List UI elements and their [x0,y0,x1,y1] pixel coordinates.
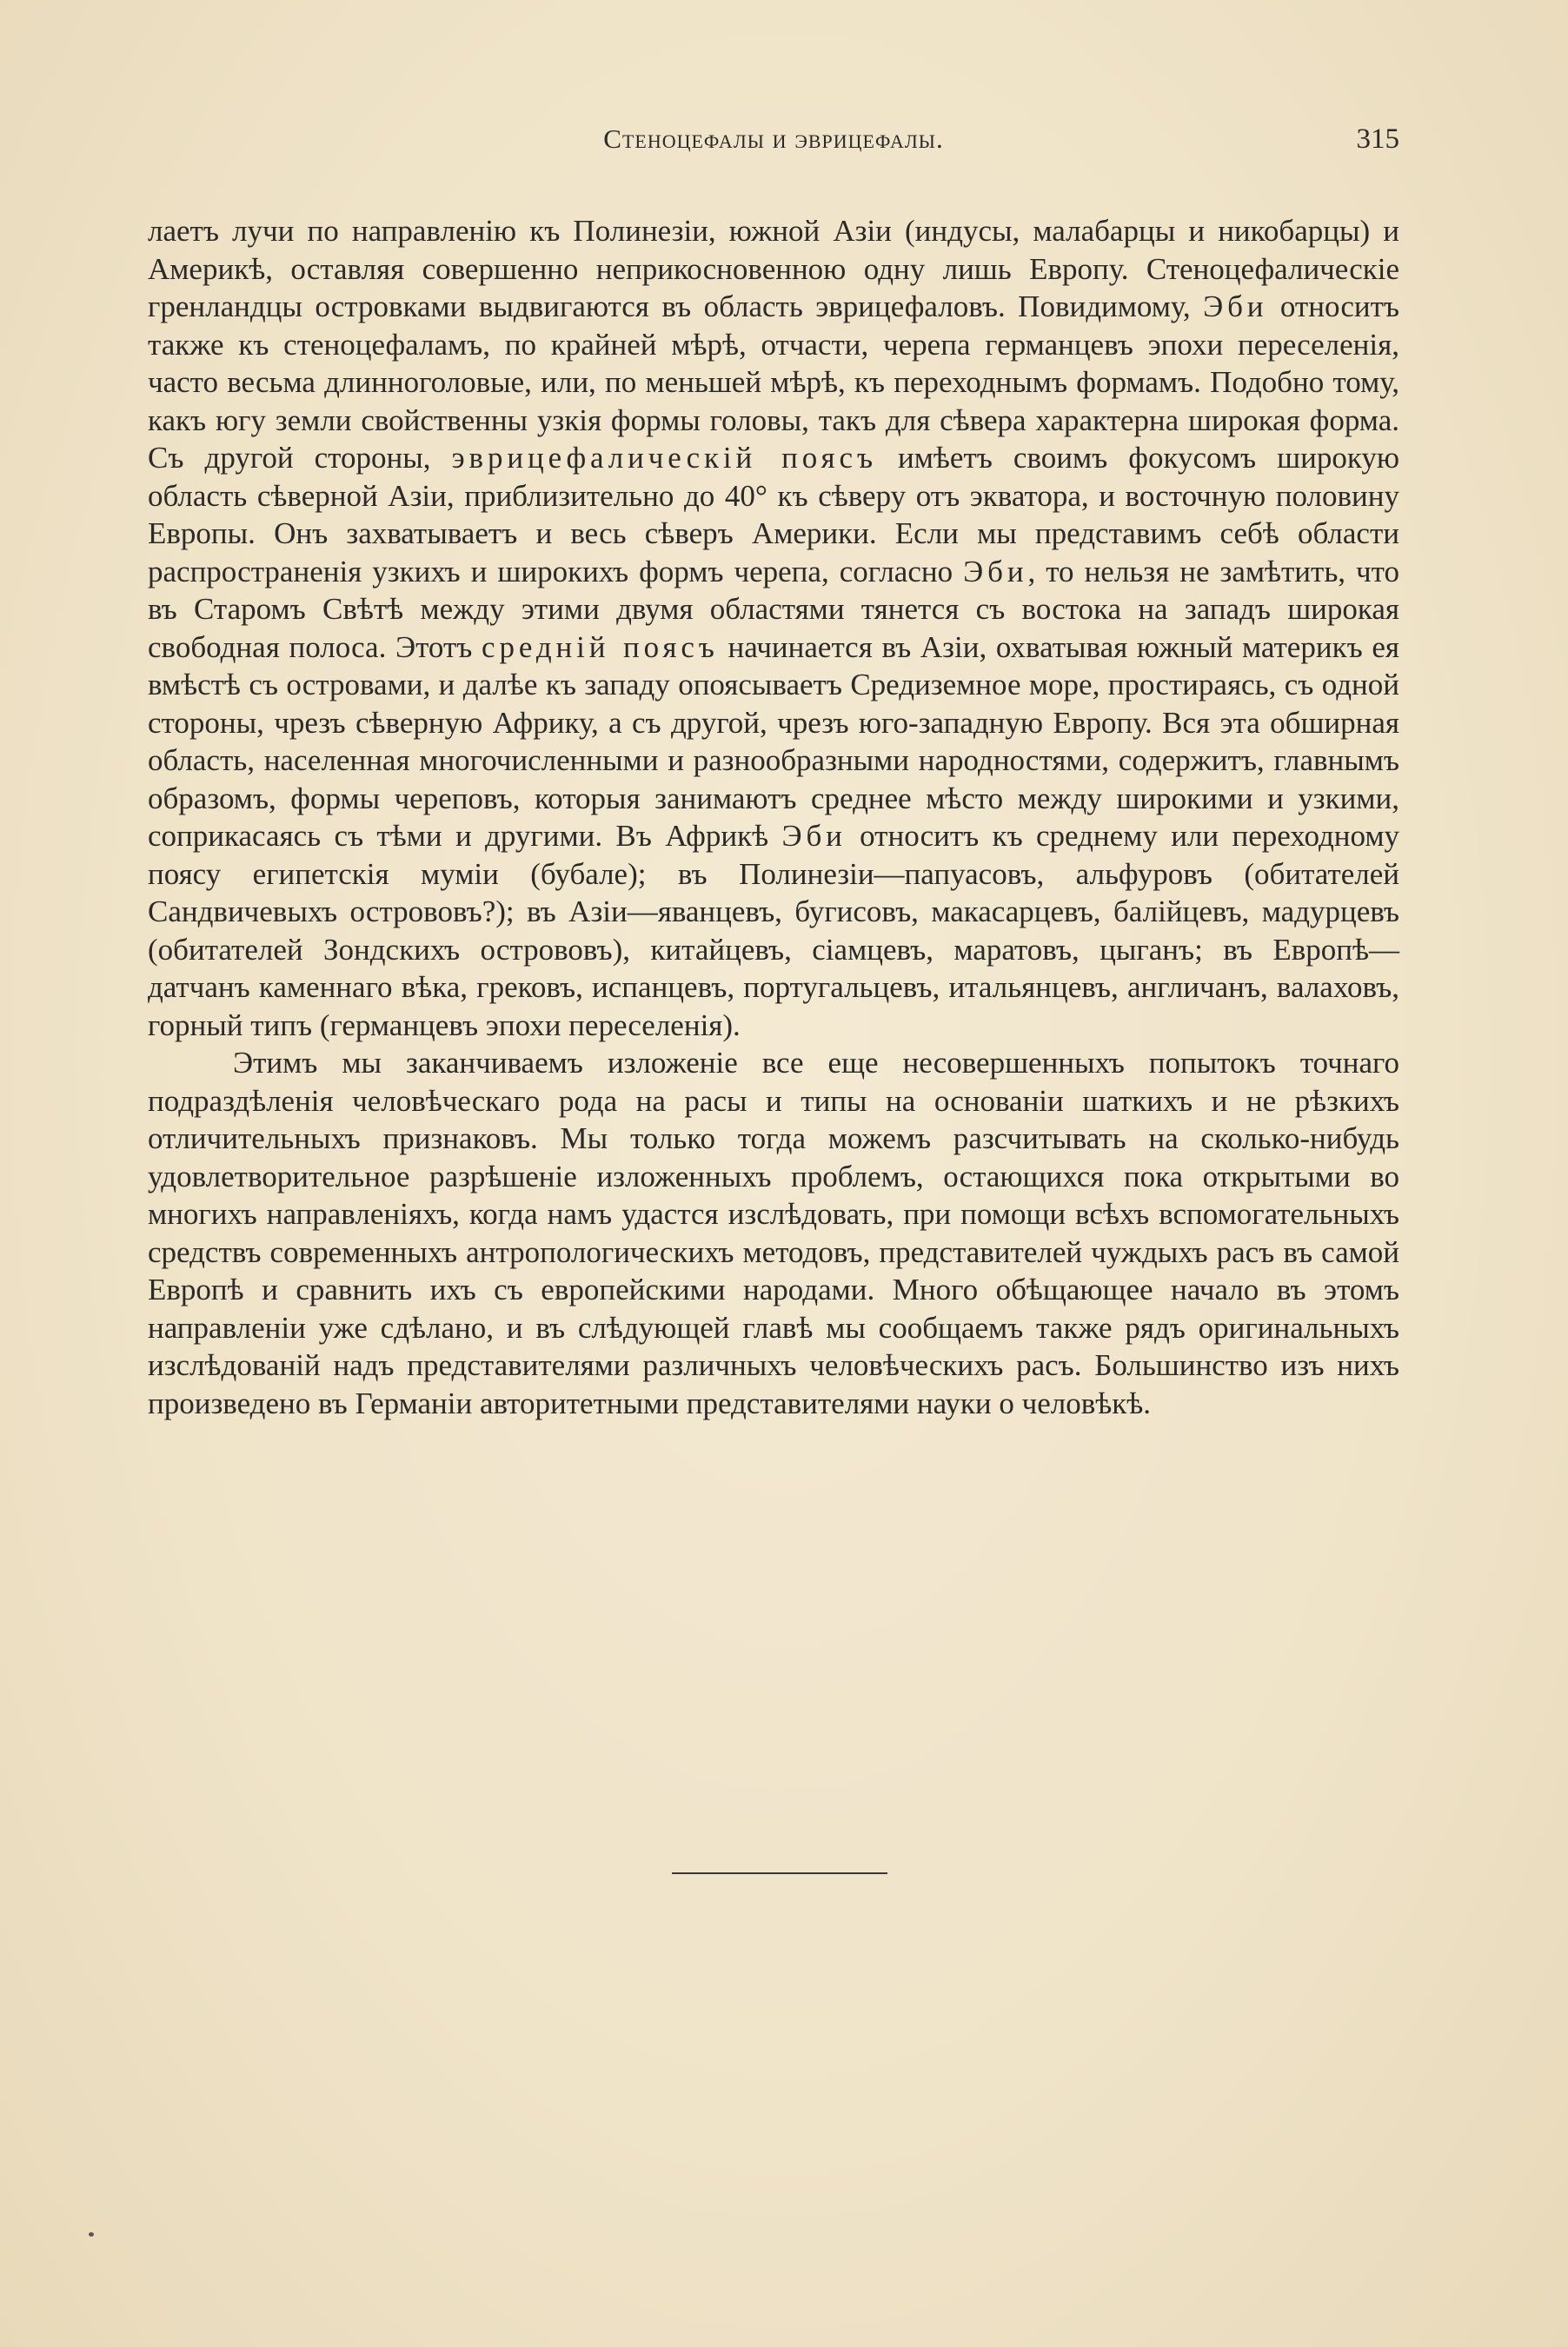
spaced-term: средній поясъ [482,629,719,664]
spaced-name: Эби [1203,289,1268,323]
text-segment: , то нельзя не замѣтить, что въ Старомъ Свѣтѣ между этими двумя областями тянется съ востока на западъ широкая свободная полоса. Этотъ [148,554,1399,664]
end-rule [672,1872,887,1874]
spaced-name: Эби [781,819,847,853]
paragraph-1 [148,212,1399,1044]
page-number: 315 [1356,123,1399,155]
running-header [148,117,1399,161]
paper-speck [89,2232,94,2237]
body-text [148,212,1399,1422]
spaced-term: эврицефалическій поясъ [451,441,877,475]
paragraph-2: Этимъ мы заканчиваемъ изложеніе все еще несовершенныхъ попытокъ точнаго подраздѣленія человѣческаго рода на расы и типы на основаніи шаткихъ и не рѣзкихъ отличительныхъ признаковъ. Мы только тогда можемъ разсчитывать на сколько-нибудь удовлетворительное разрѣшеніе изложенныхъ проблемъ, остающихся пока открытыми во многихъ направленіяхъ, когда намъ удастся изслѣдовать, при помощи всѣхъ вспомогательныхъ средствъ современныхъ антропологическихъ методовъ, представителей чуждыхъ расъ въ самой Европѣ и сравнить ихъ съ европейскими народами. Много обѣщающее начало въ этомъ направленіи уже сдѣлано, и въ слѣдующей главѣ мы сообщаемъ также рядъ оригинальныхъ изслѣдованій надъ представителями различныхъ человѣческихъ расъ. Большинство изъ нихъ произведено въ Германіи авторитетными представителями науки о человѣкѣ. [148,1046,1399,1420]
text-segment: начинается въ Азіи, охватывая южный материкъ ея вмѣстѣ съ островами, и далѣе къ западу опоясываетъ Средиземное море, простираясь, съ одной стороны, чрезъ сѣверную Африку, а съ другой, чрезъ юго-западную Европу. Вся эта обширная область, населенная многочисленными и разнообразными народностями, содержитъ, главнымъ образомъ, формы череповъ, которыя занимаютъ среднее мѣсто между широкими и узкими, соприкасаясь съ тѣми и другими. Въ Африкѣ [148,629,1399,853]
text-segment: относитъ также къ стеноцефаламъ, по крайней мѣрѣ, отчасти, черепа германцевъ эпохи переселенія, часто весьма длинноголовые, или, по меньшей мѣрѣ, къ переходнымъ формамъ. Подобно тому, какъ югу земли свойственны узкія формы головы, такъ для сѣвера характерна широкая форма. Съ другой стороны, [148,289,1399,475]
text-segment: лаетъ лучи по направленію къ Полинезіи, южной Азіи (индусы, малабарцы и никобарцы) и Америкѣ, оставляя совершенно неприкосновенною одну лишь Европу. Стеноцефалическіе гренландцы островками выдвигаются въ область эврицефаловъ. Повидимому, [148,214,1399,323]
spaced-name: Эби [963,554,1028,588]
running-title: Стеноцефалы и эврицефалы. [603,123,944,154]
text-segment: относитъ къ среднему или переходному поясу египетскія муміи (бубале); въ Полинезіи—папуасовъ, альфуровъ (обитателей Сандвичевыхъ острововъ?); въ Азіи—яванцевъ, бугисовъ, макасарцевъ, балійцевъ, мадурцевъ (обитателей Зондскихъ острововъ), китайцевъ, сіамцевъ, маратовъ, цыганъ; въ Европѣ—датчанъ каменнаго вѣка, грековъ, испанцевъ, португальцевъ, итальянцевъ, англичанъ, валаховъ, горный типъ (германцевъ эпохи переселенія). [148,819,1399,1042]
text-segment: имѣетъ своимъ фокусомъ широкую область сѣверной Азіи, приблизительно до 40° къ сѣверу отъ экватора, и восточную половину Европы. Онъ захватываетъ и весь сѣверъ Америки. Если мы представимъ себѣ области распространенія узкихъ и широкихъ формъ черепа, согласно [148,441,1399,588]
